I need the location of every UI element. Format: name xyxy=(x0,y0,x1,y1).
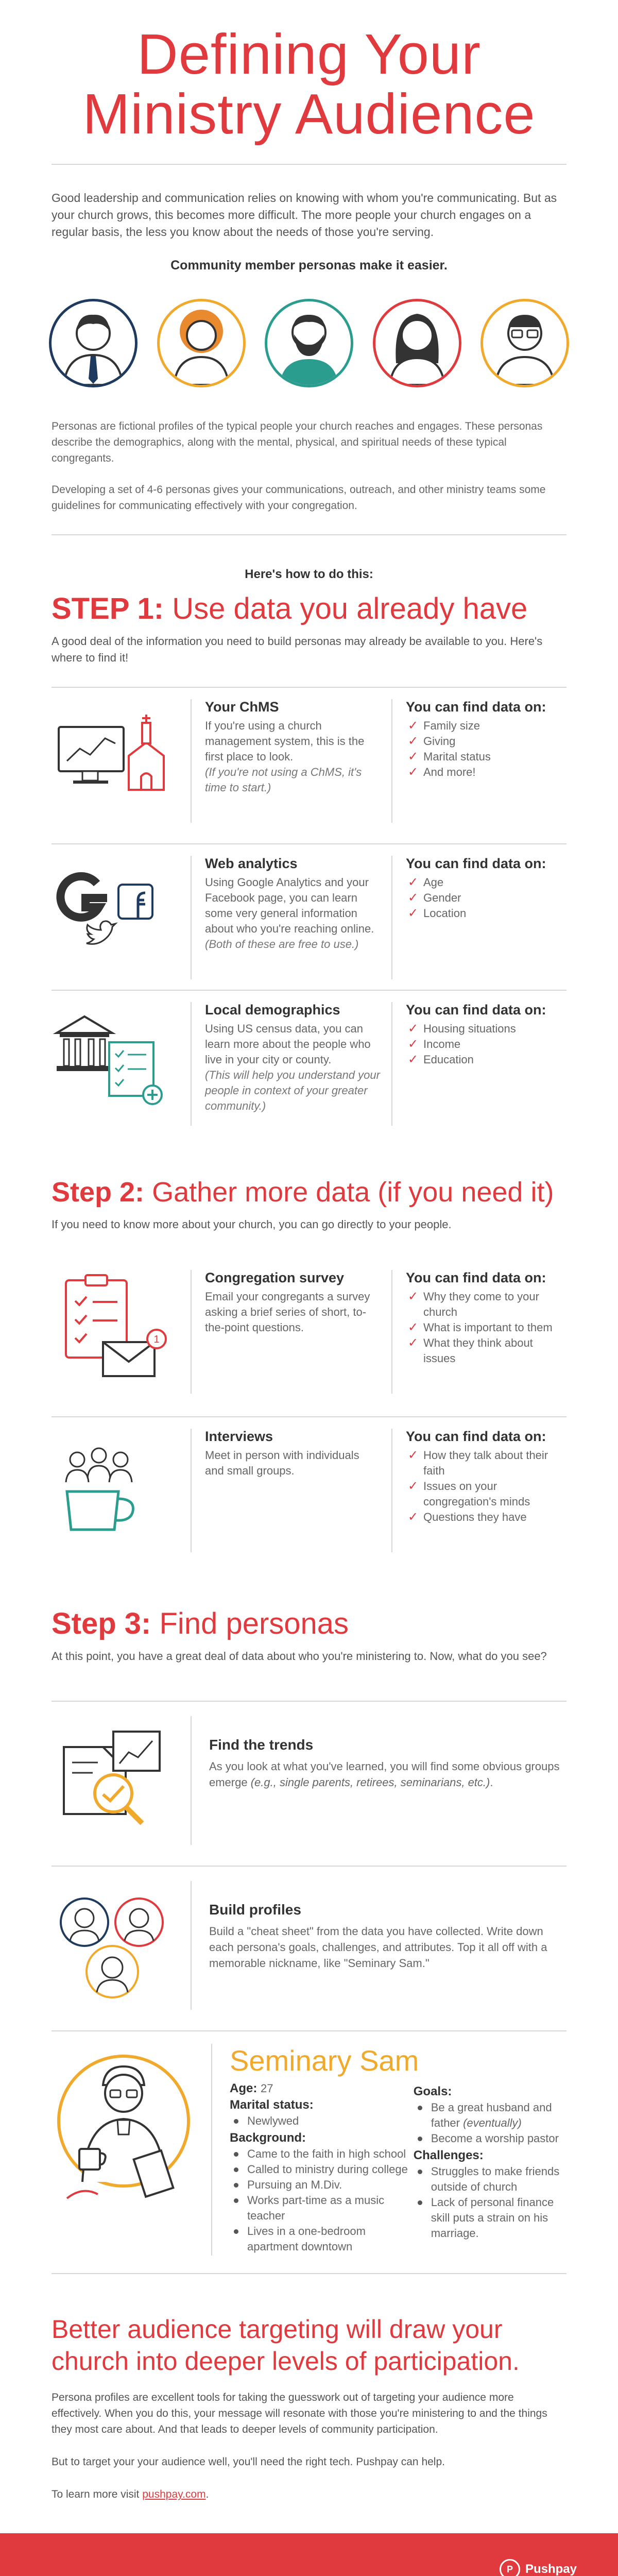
background-item: Works part-time as a music teacher xyxy=(230,2193,414,2224)
row-heading: Congregation survey xyxy=(205,1270,345,1285)
data-source-row-web-analytics xyxy=(52,843,566,985)
demographics-data-list xyxy=(391,1002,566,1126)
personas-develop-text: Developing a set of 4-6 personas gives your communications, outreach, and other ministry teams some guidelines for communicating effectively with your congregation. xyxy=(52,484,546,512)
data-item: ✓ Giving xyxy=(406,734,566,749)
persona-right-column xyxy=(414,2080,566,2256)
goals-label: Goals: xyxy=(413,2084,452,2098)
step-3-intro: At this point, you have a great deal of data about who you're ministering to. Now, what do you see? xyxy=(52,1650,547,1663)
step-2-section xyxy=(52,1175,566,1557)
step-2-label: Step 2: xyxy=(52,1177,145,1208)
pushpay-link[interactable]: pushpay.com xyxy=(142,2488,206,2500)
closing-paragraph: Persona profiles are excellent tools for taking the guesswork out of targeting your audience more effectively. When you do this, your message will resonate with those you're ministering to and the things they most care about. And that leads to deeper levels of community participation. xyxy=(52,2392,547,2435)
closing-paragraph-tech: But to target your your audience well, you'll need the right tech. Pushpay can help. xyxy=(52,2456,445,2468)
data-item: ✓ Why they come to your church xyxy=(406,1289,566,1320)
data-item: ✓ Age xyxy=(406,875,566,890)
row-heading: Web analytics xyxy=(205,856,298,871)
data-item: ✓ What they think about issues xyxy=(406,1335,566,1366)
learn-more-text: To learn more visit pushpay.com. xyxy=(52,2488,209,2500)
row-text: Build a "cheat sheet" from the data you have collected. Write down each persona's goals, challenges, and attributes. Top it all off with a memorable nickname, like "Seminary Sam." xyxy=(209,1925,547,1970)
persona-face-man-tie-icon xyxy=(49,299,138,387)
challenge-item: Struggles to make friends outside of church xyxy=(414,2164,566,2195)
step-1-intro: A good deal of the information you need to build personas may already be available to you. Here's where to find it! xyxy=(52,635,543,664)
persona-face-woman-dark-hair-icon xyxy=(373,299,461,387)
row-text: Meet in person with individuals and small groups. xyxy=(205,1449,359,1477)
survey-data-list xyxy=(391,1270,566,1394)
find-trends-row xyxy=(52,1701,566,1845)
background-item: Came to the faith in high school xyxy=(230,2146,414,2162)
challenge-item: Lack of personal finance skill puts a strain on his marriage. xyxy=(414,2195,566,2241)
interviews-description xyxy=(191,1429,391,1552)
age-row: Age: 27 xyxy=(230,2081,273,2095)
data-item: ✓ What is important to them xyxy=(406,1320,566,1335)
web-analytics-description xyxy=(191,856,391,979)
seminary-sam-details xyxy=(211,2044,566,2256)
magnifier-charts-icon xyxy=(52,1716,191,1845)
data-heading: You can find data on: xyxy=(406,1429,546,1444)
step-2-title-text: Gather more data (if you need it) xyxy=(152,1177,554,1208)
row-text: Using Google Analytics and your Facebook page, you can learn some very general information about who you're reaching online. (Both of these are free to use.) xyxy=(205,876,374,951)
step-3-label: Step 3: xyxy=(52,1607,151,1640)
step-1-section xyxy=(52,592,566,1131)
data-item: ✓ Family size xyxy=(406,718,566,734)
title-line-2: Ministry Audience xyxy=(82,82,536,146)
row-text: As you look at what you've learned, you will find some obvious groups emerge (e.g., single parents, retirees, seminarians, etc.). xyxy=(209,1760,560,1789)
row-heading: Build profiles xyxy=(209,1902,301,1918)
interviews-data-list xyxy=(391,1429,566,1552)
background-item: Pursuing an M.Div. xyxy=(230,2177,414,2193)
step-3-title-text: Find personas xyxy=(159,1607,349,1640)
data-item: ✓ And more! xyxy=(406,765,566,780)
divider xyxy=(52,534,566,535)
challenges-label: Challenges: xyxy=(413,2148,484,2162)
step-2-title xyxy=(52,1175,566,1209)
row-text: If you're using a church management system, this is the first place to look. (If you're not using a ChMS, it's time to start.) xyxy=(205,719,365,794)
step-1-label: STEP 1: xyxy=(52,592,164,625)
marital-label: Marital status: xyxy=(230,2098,314,2112)
age-value: 27 xyxy=(261,2082,273,2095)
persona-face-woman-curly-icon xyxy=(157,299,246,387)
step-2-intro: If you need to know more about your church, you can go directly to your people. xyxy=(52,1218,452,1231)
build-profiles-row xyxy=(52,1866,566,2010)
row-note: (If you're not using a ChMS, it's time to start.) xyxy=(205,766,362,794)
data-item: ✓ Marital status xyxy=(406,749,566,765)
intro-text: Good leadership and communication relies on knowing with whom you're communicating. But as your church grows, this becomes more difficult. The more people your church engages on a regular basis, the less you know about the needs of those you're serving. xyxy=(52,191,557,239)
data-source-row-chms xyxy=(52,687,566,828)
chms-data-list xyxy=(391,699,566,823)
group-portraits-icon xyxy=(52,1881,191,2010)
background-item: Lives in a one-bedroom apartment downtown xyxy=(230,2224,414,2255)
data-item: ✓ Education xyxy=(406,1052,566,1067)
footer-bar xyxy=(0,2533,618,2576)
data-source-row-demographics xyxy=(52,990,566,1131)
step-1-title-text: Use data you already have xyxy=(172,592,528,625)
persona-name: Seminary Sam xyxy=(230,2044,419,2077)
survey-description xyxy=(191,1270,391,1394)
data-item: ✓ How they talk about their faith xyxy=(406,1448,566,1479)
data-item: ✓ Location xyxy=(406,906,566,921)
data-source-row-interviews xyxy=(52,1416,566,1557)
row-text: Email your congregants a survey asking a brief series of short, to-the-point questions. xyxy=(205,1290,370,1334)
row-heading: Local demographics xyxy=(205,1002,340,1018)
find-trends-text xyxy=(191,1716,566,1845)
step-3-section xyxy=(52,1607,566,2274)
data-heading: You can find data on: xyxy=(406,1270,546,1285)
chms-description xyxy=(191,699,391,823)
data-heading: You can find data on: xyxy=(406,1002,546,1018)
data-item: ✓ Gender xyxy=(406,890,566,906)
svg-text:1: 1 xyxy=(153,1334,160,1345)
persona-face-man-glasses-icon xyxy=(480,299,569,387)
closing-section xyxy=(52,2313,566,2502)
data-heading: You can find data on: xyxy=(406,856,546,871)
step-1-title xyxy=(52,592,566,626)
step-3-title xyxy=(52,1607,566,1641)
row-heading: Your ChMS xyxy=(205,699,279,715)
data-item: ✓ Questions they have xyxy=(406,1510,566,1525)
divider xyxy=(52,164,566,165)
pushpay-logo-text: Pushpay xyxy=(525,2562,577,2576)
goal-item: Become a worship pastor xyxy=(414,2131,566,2146)
goal-item: Be a great husband and father (eventually) xyxy=(414,2100,566,2131)
coffee-cup-people-icon xyxy=(52,1429,191,1557)
data-source-row-survey xyxy=(52,1259,566,1399)
row-text: Using US census data, you can learn more about the people who live in your city or county. (This will help you understand your people in context of your greater community.) xyxy=(205,1022,380,1112)
data-heading: You can find data on: xyxy=(406,699,546,715)
web-analytics-data-list xyxy=(391,856,566,979)
build-profiles-text xyxy=(191,1881,566,2010)
persona-faces xyxy=(49,299,569,387)
government-building-icon xyxy=(52,1002,191,1131)
background-item: Called to ministry during college xyxy=(230,2162,414,2177)
how-to-heading: Here's how to do this: xyxy=(245,567,373,581)
personas-description: Personas are fictional profiles of the typical people your church reaches and engages. These personas describe the demographics, along with the mental, physical, and spiritual needs of these typical congregants. xyxy=(52,420,543,464)
personas-subheading: Community member personas make it easier. xyxy=(170,258,448,273)
data-item: ✓ Housing situations xyxy=(406,1021,566,1037)
pushpay-logo xyxy=(500,2559,577,2576)
data-item: ✓ Issues on your congregation's minds xyxy=(406,1479,566,1510)
title-line-1: Defining Your xyxy=(137,23,481,86)
data-item: ✓ Income xyxy=(406,1037,566,1052)
survey-clipboard-icon xyxy=(52,1270,191,1399)
church-computer-icon xyxy=(52,699,191,828)
seminary-sam-portrait-icon xyxy=(52,2044,211,2256)
row-heading: Interviews xyxy=(205,1429,273,1444)
marital-item: Newlywed xyxy=(230,2113,414,2129)
background-label: Background: xyxy=(230,2131,306,2145)
pushpay-logo-icon: P xyxy=(500,2559,520,2576)
persona-face-bearded-man-icon xyxy=(265,299,353,387)
closing-headline: Better audience targeting will draw your church into deeper levels of participation. xyxy=(52,2315,520,2376)
demographics-description xyxy=(191,1002,391,1126)
persona-card-seminary-sam xyxy=(52,2030,566,2274)
row-note: (Both of these are free to use.) xyxy=(205,938,359,951)
row-note: (This will help you understand your people in context of your greater community.) xyxy=(205,1069,380,1112)
persona-left-column xyxy=(230,2080,414,2256)
social-logos-icon xyxy=(52,856,191,985)
page-title xyxy=(0,0,618,144)
row-heading: Find the trends xyxy=(209,1737,314,1753)
